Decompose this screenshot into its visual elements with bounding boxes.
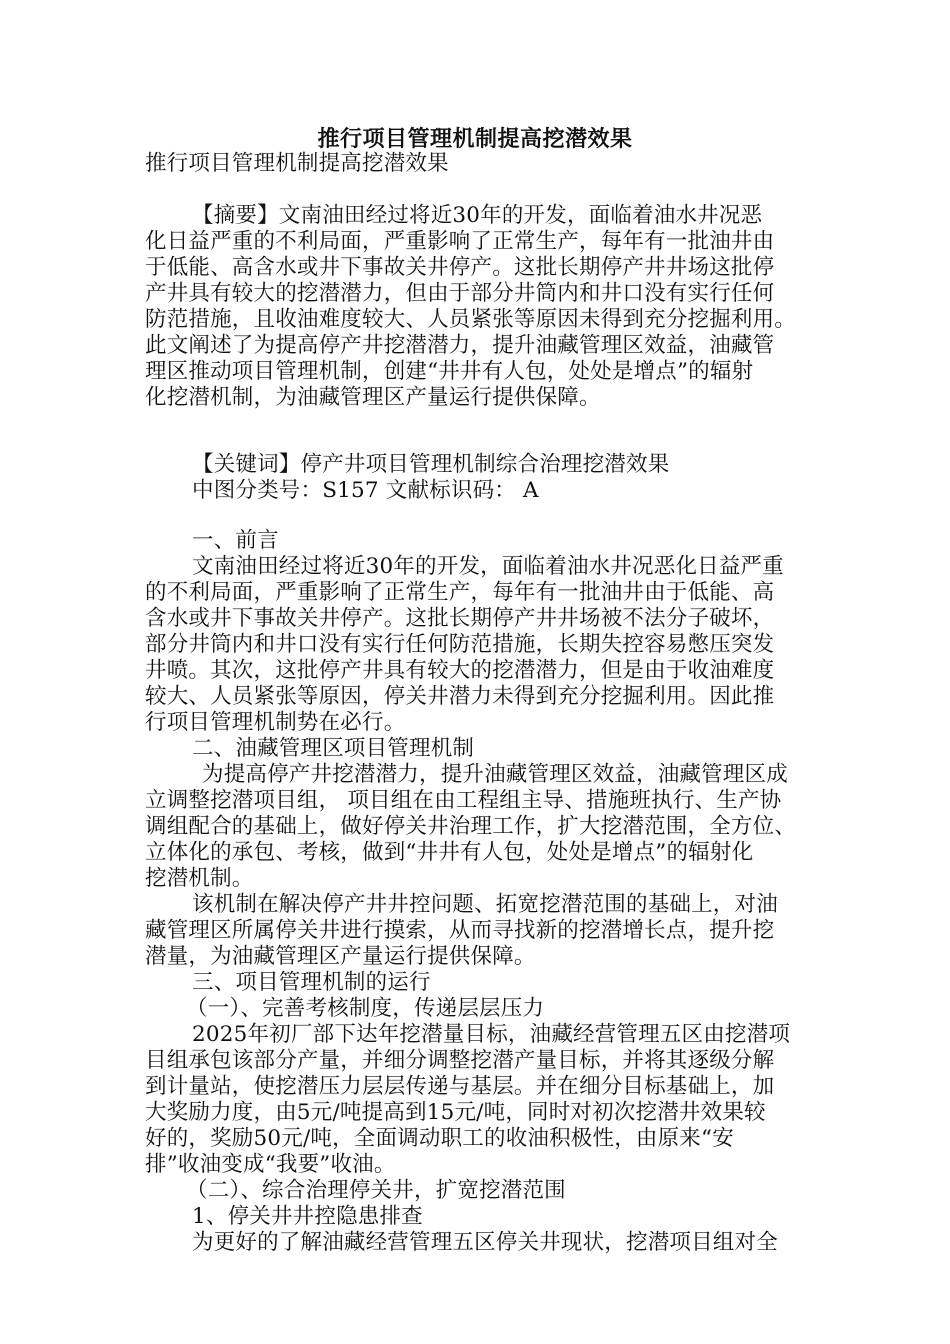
subsection-heading: （一）、完善考核制度，传递层层压力 [186, 996, 545, 1021]
body-line: 含水或井下事故关井停产。这批长期停产井井场被不法分子破坏， [145, 606, 775, 631]
body-line: 立调整挖潜项目组， 项目组在由工程组主导、措施班执行、生产协 [145, 788, 782, 813]
body-line: 井喷。其次，这批停产井具有较大的挖潜潜力，但是由于收油难度 [145, 658, 775, 683]
body-line: 潜量，为油藏管理区产量运行提供保障。 [145, 944, 536, 969]
body-line: 立体化的承包、考核，做到“井井有人包，处处是增点”的辐射化 [145, 840, 754, 865]
section-heading: 三、项目管理机制的运行 [192, 970, 431, 995]
body-line: 排”收油变成“我要”收油。 [145, 1152, 396, 1177]
body-line: 大奖励力度，由5元/吨提高到15元/吨，同时对初次挖潜井效果较 [145, 1100, 766, 1125]
section-heading: 二、油藏管理区项目管理机制 [192, 736, 475, 761]
abstract-line: 理区推动项目管理机制，创建“井井有人包，处处是增点”的辐射 [145, 359, 754, 384]
body-line: 该机制在解决停产井井控问题、拓宽挖潜范围的基础上，对油 [192, 892, 778, 917]
document-title: 推行项目管理机制提高挖潜效果 [317, 126, 633, 152]
body-line: 的不利局面，严重影响了正常生产，每年有一批油井由于低能、高 [145, 580, 775, 605]
abstract-line: 【摘要】文南油田经过将近30年的开发，面临着油水井况恶 [192, 203, 763, 228]
keywords-line: 【关键词】停产井项目管理机制综合治理挖潜效果 [192, 452, 670, 477]
section-heading: 一、前言 [192, 528, 279, 553]
abstract-line: 防范措施，且收油难度较大、人员紧张等原因未得到充分挖掘利用。 [145, 307, 797, 332]
body-line: 好的，奖励50元/吨，全面调动职工的收油积极性，由原来“安 [145, 1126, 734, 1151]
abstract-line: 此文阐述了为提高停产井挖潜潜力，提升油藏管理区效益，油藏管 [145, 333, 775, 358]
body-line: 较大、人员紧张等原因，停关井潜力未得到充分挖掘利用。因此推 [145, 684, 775, 709]
body-line: 为更好的了解油藏经营管理五区停关井现状，挖潜项目组对全 [192, 1230, 778, 1255]
classification-line: 中图分类号：S157 文献标识码： A [192, 478, 539, 503]
body-line: 部分井筒内和井口没有实行任何防范措施，长期失控容易憋压突发 [145, 632, 775, 657]
body-line: 2025年初厂部下达年挖潜量目标，油藏经营管理五区由挖潜项 [192, 1022, 791, 1047]
abstract-line: 化挖潜机制，为油藏管理区产量运行提供保障。 [145, 385, 601, 410]
body-line: 行项目管理机制势在必行。 [145, 710, 406, 735]
abstract-line: 产井具有较大的挖潜潜力，但由于部分井筒内和井口没有实行任何 [145, 281, 775, 306]
body-line: 调组配合的基础上，做好停关井治理工作，扩大挖潜范围，全方位、 [145, 814, 797, 839]
body-line: 到计量站，使挖潜压力层层传递与基层。并在细分目标基础上，加 [145, 1074, 775, 1099]
body-line: 文南油田经过将近30年的开发，面临着油水井况恶化日益严重 [192, 554, 784, 579]
subsection-heading: （二）、综合治理停关井，扩宽挖潜范围 [186, 1178, 566, 1203]
abstract-line: 于低能、高含水或井下事故关井停产。这批长期停产井井场这批停 [145, 255, 775, 280]
body-line: 藏管理区所属停关井进行摸索，从而寻找新的挖潜增长点，提升挖 [145, 918, 775, 943]
body-line: 挖潜机制。 [145, 866, 254, 891]
item-heading: 1、停关井井控隐患排查 [192, 1204, 423, 1229]
body-line: 目组承包该部分产量，并细分调整挖潜产量目标，并将其逐级分解 [145, 1048, 775, 1073]
subtitle-line: 推行项目管理机制提高挖潜效果 [145, 151, 449, 176]
body-line: 为提高停产井挖潜潜力，提升油藏管理区效益，油藏管理区成 [202, 762, 788, 787]
abstract-line: 化日益严重的不利局面，严重影响了正常生产，每年有一批油井由 [145, 229, 775, 254]
